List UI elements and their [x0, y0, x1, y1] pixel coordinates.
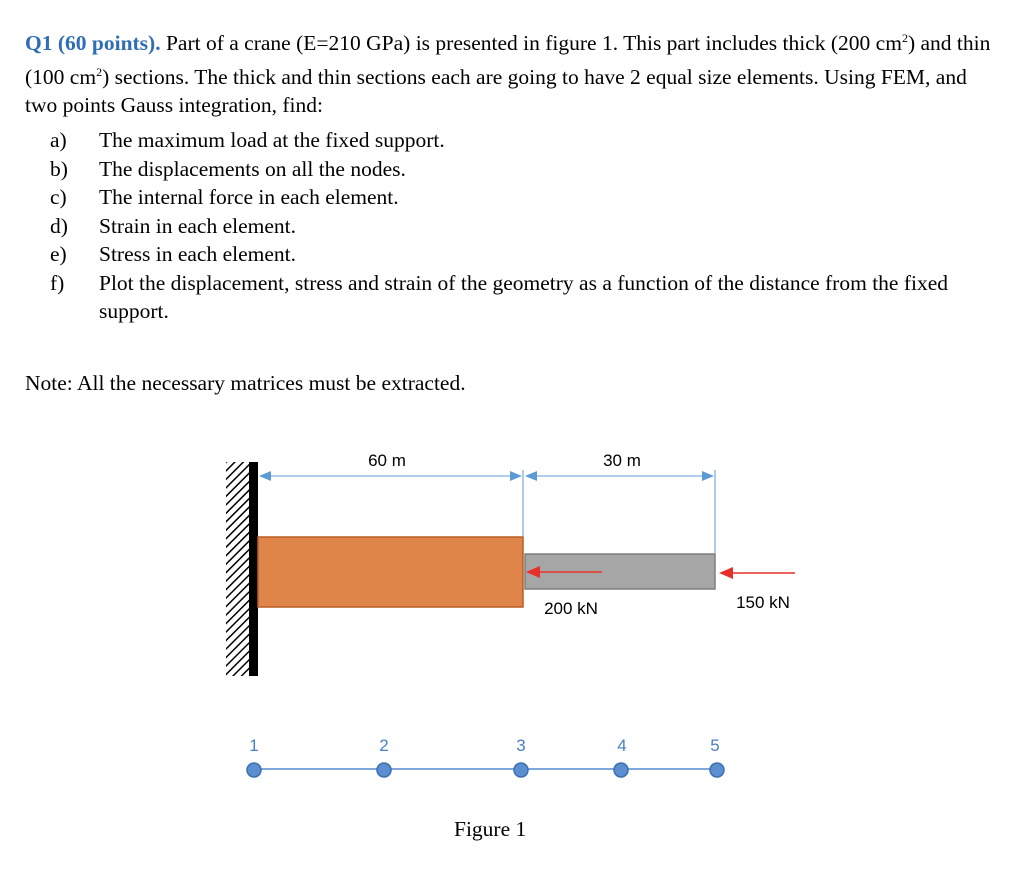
task-label: c) — [50, 185, 67, 209]
note-text: Note: All the necessary matrices must be extracted. — [25, 371, 466, 395]
node-circle — [514, 763, 528, 777]
node-1 — [247, 736, 261, 777]
question-heading: Q1 (60 points). — [25, 31, 161, 56]
node-label: 4 — [617, 736, 627, 755]
figure-caption: Figure 1 — [454, 817, 527, 841]
node-label: 3 — [516, 736, 526, 755]
task-label: f) — [50, 270, 65, 295]
arrowhead-left — [259, 471, 271, 481]
superscript-2: 2 — [901, 31, 908, 45]
node-circle — [247, 763, 261, 777]
task-text: The maximum load at the fixed support. — [99, 128, 445, 152]
load-label-mid: 200 kN — [544, 599, 598, 618]
node-circle — [710, 763, 724, 777]
task-text: The displacements on all the nodes. — [99, 156, 406, 181]
task-label: a) — [50, 128, 67, 152]
node-3 — [514, 736, 528, 777]
task-text: Stress in each element. — [99, 242, 297, 266]
dim-label-thick: 60 m — [368, 451, 406, 470]
arrowhead-right — [510, 471, 522, 481]
node-label: 1 — [249, 736, 259, 755]
dim-label-thin: 30 m — [603, 451, 641, 470]
thick-section — [258, 537, 523, 607]
arrowhead-right — [702, 471, 714, 481]
task-text: Strain in each element. — [99, 213, 297, 238]
question-intro-b: ) and thin (100 cm — [25, 31, 991, 89]
node-circle — [377, 763, 391, 777]
load-arrow-end — [719, 567, 795, 579]
support-hatching — [226, 462, 249, 676]
node-label: 2 — [379, 736, 389, 755]
task-label: e) — [50, 242, 67, 266]
fixed-support — [226, 462, 258, 676]
question-intro-c: ) sections. The thick and thin sections each are going to have 2 equal size elements. Using FEM, and two points Gauss integration, find: — [25, 64, 967, 118]
task-text: The internal force in each element. — [99, 185, 399, 209]
question-intro-a: Part of a crane (E=210 GPa) is presented in figure 1. This part includes thick (200 cm — [160, 31, 902, 56]
task-label: b) — [50, 156, 68, 181]
node-2 — [377, 736, 391, 777]
node-circle — [614, 763, 628, 777]
node-label: 5 — [710, 736, 720, 755]
support-wall — [249, 462, 258, 676]
node-4 — [614, 736, 628, 777]
arrowhead-left — [525, 471, 537, 481]
superscript-2: 2 — [96, 64, 103, 79]
node-5 — [710, 736, 724, 777]
task-text: Plot the displacement, stress and strain of the geometry as a function of the distance from the fixed support. — [99, 270, 949, 323]
load-label-end: 150 kN — [736, 593, 790, 612]
task-label: d) — [50, 213, 68, 238]
